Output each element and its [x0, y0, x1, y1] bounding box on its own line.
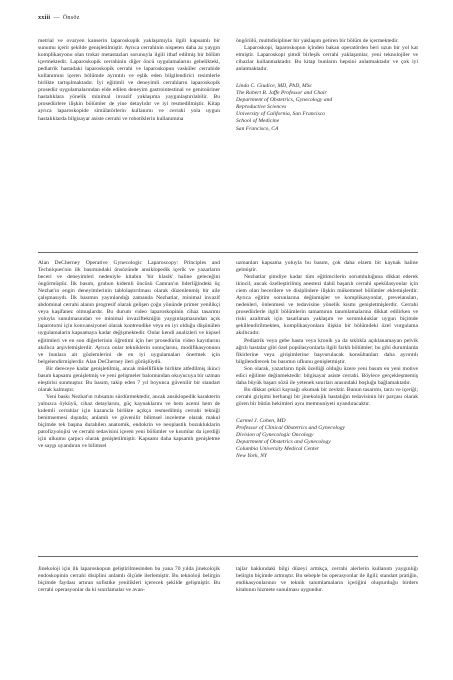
paragraph: Bu dikkat çekici kaynağı okumak bir zevktir. Bunun tasarımı, tarzı ve içeriği; cerrahi girişimi herhangi bir jinekolojik hastalığın tedavisinin bir parçası olarak gören bir bütün hekimleri aynı memnuniyeti uyandıracaktır. — [236, 386, 418, 407]
paragraph: tajlar hakkındaki bilgi düzeyi arttıkça, cerrahi alerlerin kullanım yaygınlığı belirgin biçimde artmıştır. Bu sebeple bu operasyonlar ile ilgili; standart pratiğin, endikasyonlarının ve teknik tanımlamaların içeriğini oluşturduğu birders kitabının hizmete sunulması uygundur. — [236, 566, 418, 594]
signature-line: School of Medicine — [236, 118, 280, 125]
foreword-section-1 — [38, 38, 418, 133]
foreword-section-2 — [38, 260, 418, 460]
signature-line: Department of Obstetrics, Gynecology and — [236, 97, 333, 104]
paragraph: Alan DeCherney Operative Gynecologic Laparoscopy: Principles and Techniques'nin ilk basımındaki önsözünde ansiklopedik içerik ve yazarların beceri ve deneyimleri nedeniyle kitabın 'bir klasik' haline geleceğini öngörmüştür. İlk basım, grubun kidemli öncüsü Camran'ın liderliğindeki üç Nezhat'ın engin deneyimlerinin tablolaştırılması olarak düzenlenmiş bir aile çalışmasıydı. İlk basımın yayınlandığı zamanda Nezhatlar, minimal invazif abdominal cerrahi alanın progresif olarak gelişen çoğu yönünde primer yenilikçi veya kaşifanez olmuşlardır. Bu durum video laparoskopinin cihaz tasarımı yoluyla sunulmasından ve minimal invaziftekniğin yaygınlaşmasından açık laparotomi için konvansiyonel olarak kontrendike veya en iyi olduğu düşünülen uygulamalarin kapsamaya kadar değişmektedir. Onlar kendi analizleri ve kişisel eğitimleri ve en son diğerlerinin öğretimi için her prosedürün video kayıtlarını akıllıca arşivlemişlerdir. Ayrıca onlar tekniklerin sonuçlarını, modifikasyonunu ve bunlara ait gözlemlerini de en iyi uygulamaları önermek için belgelendirmişlerdir. Alan DeCherney ileri görüşlüydü. — [38, 260, 220, 365]
signature-line: The Robert B. Jaffe Professor and Chair — [236, 90, 327, 97]
signature-line: University of California, San Francisco — [236, 111, 326, 118]
signature-block-giudice — [236, 83, 418, 132]
signature-line: Carmel J. Cohen, MD — [236, 417, 286, 424]
paragraph: Laparoskopi, laparoskopun içinden bakan operatörden beri uzun bir yol kat etmiştir. Laparoskopi şimdi birleşik cerrahi yaklaşımlar, yeni teknolojiler ve cihazlar kullanmaktadır. Bu kitap bunların hepsini anlatmaktadır ve çok iyi anlatmaktadır. — [236, 45, 418, 73]
running-header — [38, 14, 80, 21]
section-3-left-column — [38, 566, 220, 594]
paragraph: Son olarak, yazarların tipik özelliği olduğu üzere yeni basım en yeni motive edici eğilime değinmektedir: bilgisayar asiste cerrahi. Böylece gerçekleşmemiş daha büyük başarı sözü ile yetenek sınırları arasındaki boşluğu bağlamaktadır. — [236, 365, 418, 386]
paragraph: metrial ve ovaryen kanserin laparoskopik yaklaşımıyla ilgili kapsamlı bir sunumu içerir şekilde genişletilmiştir. Ayrıca cerrahinin nispeten daha az yaygın komplikasyonu olan trokar metastazları sorunuyla ilgili ithaf edilmiş bir bölüm içermektedir. Laparoskopik cerrahinin diğer öncü uygulamalarını gebelikteki, pediatrik hastadaki laparoskopik cerrahi ve laparoskopun vasküler cerrahide kullanımını içeren bölümde ayrıntılı ve eşlik eden bilgilendirici resimlerle birlikte tartışılmaktadır. İyi eğitimli ve deneyimli cerrahların laparoskopik prosedür uygulamalarından elde edilen deneyim gastrointestinal ve genitoüriner hastalıklara yönelik minimal invazif yaklaşıma yaygınlaştırılabilir. Bu prosedürlere ilişkin bölümler de yine detaylıdır ve iyi resmedilmiştir. Kitap ayrıca laparoskopide simülatörlerin kullanımı ve cerrahi yola uygun hastalıklarda bilgisayar asiste cerrahi ve robotiklerin kullanımına — [38, 38, 220, 122]
paragraph: uzmanları kapsama yoluyla bu basım, çok daha elzem bir kaynak haline gelmiştir. — [236, 260, 418, 274]
section-3-right-column — [236, 566, 418, 594]
paragraph: öngörülü, multidisipliner bir yaklaşım getiren bir bölüm de içermektedir. — [236, 38, 399, 44]
paragraph: Yeni baskı Nezhat'ın rubsatını sürdürmektedir, ancak ansiklopedik karakterin yalnızca öyküyü, cihaz detaylarını, güç kaynaklarını ve hem acemi hem de kıdemli cerrahlar için kazancla birlikte açıkça resmedilmiş cerrahi tekniği benimsemesi dışında; anlamlı ve güvenilir bilimsel inceleme olarak makul biçimde tek başına durabilen anatomik, endokrin ve neoplastik bozukluklarin patofizyolojisi ve cerrahi tedavisini içeren yeni bölümler ve kısımlar da içerdiği için ulkumu çarpıcı olarak genişletilmiştir. Kapsamı daha kapsamlı genişletme ve saygı uyandıran ve bilimsel — [38, 393, 220, 450]
section-2-right-text — [236, 260, 418, 408]
foreword-section-3 — [38, 566, 418, 594]
paragraph: Bir dereceye kadar genişletilmiş, ancak müellifiikle birlikte atfedilmiş ikinci basım kapsamı genişletmiş ve yeni gelişmeler balomundan okuyucuya bir uzman eleştirisi sunmuştur. Bu basım, takip eden 7 yıl boyunca güvenilir bir standart olarak kalmıştır. — [38, 365, 220, 393]
section-2-right-column — [236, 260, 418, 460]
signature-line: New York, NY — [236, 453, 268, 460]
paragraph: Nezhatlar şimdiye kadar tüm eğitimcilerin sorumluluğuna dikkat ederek ikincil, ancak özelleştirilmiş anestezi dahil başarılı cerrahi spekülasyonlar için ciem olan becerilere ve disiplinlere ilişkin mükemmel bölümler eklemişlerdir. Ayrıca eğitim sorunlarına değinmişler ve komplikasyonlar, prevelansları, nedenleri, önlenmesi ve tedavisine yönelik kısmı genişletmişlerdir. Cerrahi prosedürlerle ilgili bölümlerin tamamının tanımlamalarına dikkat edilirken ve riski azaltmak için tasarlanan yaklaşım ve sorumluluklar uygun biçimde şekillendirilmekten, komplikasyonlara ilişkin bir bölümdeki özel vurgulama akıllıcadır. — [236, 274, 418, 337]
signature-line: Linda C. Giudice, MD, PhD, MSc — [236, 83, 312, 90]
section-2-left-column — [38, 260, 220, 460]
signature-line: Professor of Clinical Obstetrics and Gynecology — [236, 425, 346, 432]
section-1-right-column — [236, 38, 418, 133]
paragraph: Jinekoloji için ilk laparoskopun geliştirilmesinden bu yana 70 yılda jinekolojik endoskopinin cerrahi disiplini anlamlı ölçüde ilerlemiştir. Bu teknoloji belirgin biçimde faydası artıran sofistike yenilikleri içerecek şekilde gelişmiştir. Bu cerrahi operasyonlar da ki sınırlamalar ve avan- — [38, 566, 220, 594]
signature-line: Reproductive Sciences — [236, 104, 287, 111]
signature-line: San Francisco, CA — [236, 125, 279, 132]
section-divider — [38, 556, 418, 557]
section-divider — [38, 252, 418, 253]
header-separator: — — [53, 14, 60, 21]
paragraph: Pediatrik veya gebe hasta veya kronik ya da sıklıkla açıklanamayan pelvik ağrılı hastalar gibi özel popülasyonlarla ilgili farklı bölümler; bu gibi durumlarda fikirlerine veya girişimlerine başvurulacak konsültanları daha ayrıntılı bilgilendirecek bu basımın ufkunu genişletmiştir. — [236, 337, 418, 365]
section-name: Önsöz — [62, 14, 80, 21]
section-1-left-column — [38, 38, 220, 133]
signature-block-cohen — [236, 418, 418, 460]
section-1-right-text — [236, 38, 418, 73]
page-number: xxiii — [38, 14, 51, 21]
signature-line: Division of Gynecologic Oncology — [236, 432, 314, 439]
signature-line: Columbia University Medical Center — [236, 446, 320, 453]
signature-line: Department of Obstetrics and Gynecology — [236, 439, 331, 446]
